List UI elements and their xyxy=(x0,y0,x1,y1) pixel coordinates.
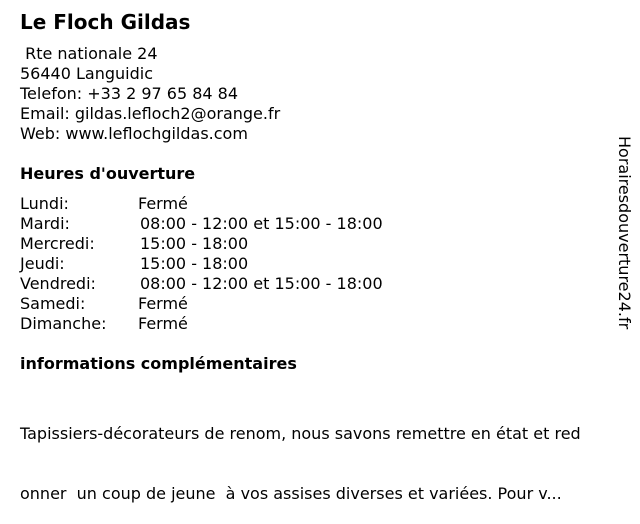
day-hours: 08:00 - 12:00 et 15:00 - 18:00 xyxy=(140,274,383,293)
city-line: 56440 Languidic xyxy=(20,64,153,83)
day-hours: 15:00 - 18:00 xyxy=(140,254,249,273)
email-line: Email: gildas.lefloch2@orange.fr xyxy=(20,104,281,123)
day-label: Samedi: xyxy=(20,294,86,313)
day-label: Mardi: xyxy=(20,214,70,233)
site-watermark xyxy=(612,136,636,344)
day-hours: Fermé xyxy=(138,314,188,333)
watermark-text: Horairesdouverture24.fr xyxy=(615,136,634,330)
business-name: Le Floch Gildas xyxy=(20,10,191,34)
business-description xyxy=(20,384,628,503)
opening-hours-heading: Heures d'ouverture xyxy=(20,164,196,183)
contact-block xyxy=(20,44,280,144)
web-line: Web: www.leflochgildas.com xyxy=(20,124,248,143)
day-hours: Fermé xyxy=(138,194,188,213)
day-hours: 08:00 - 12:00 et 15:00 - 18:00 xyxy=(140,214,383,233)
street-address: Rte nationale 24 xyxy=(20,44,158,63)
day-label: Lundi: xyxy=(20,194,69,213)
phone-line: Telefon: +33 2 97 65 84 84 xyxy=(20,84,239,103)
description-line: onner un coup de jeune à vos assises diverses et variées. Pour v... xyxy=(20,484,562,503)
day-label: Dimanche: xyxy=(20,314,107,333)
day-label: Mercredi: xyxy=(20,234,95,253)
day-label: Vendredi: xyxy=(20,274,96,293)
day-label: Jeudi: xyxy=(20,254,65,273)
day-hours: Fermé xyxy=(138,294,188,313)
additional-info-heading: informations complémentaires xyxy=(20,354,297,373)
description-line: Tapissiers-décorateurs de renom, nous savons remettre en état et red xyxy=(20,424,581,443)
day-hours: 15:00 - 18:00 xyxy=(140,234,249,253)
